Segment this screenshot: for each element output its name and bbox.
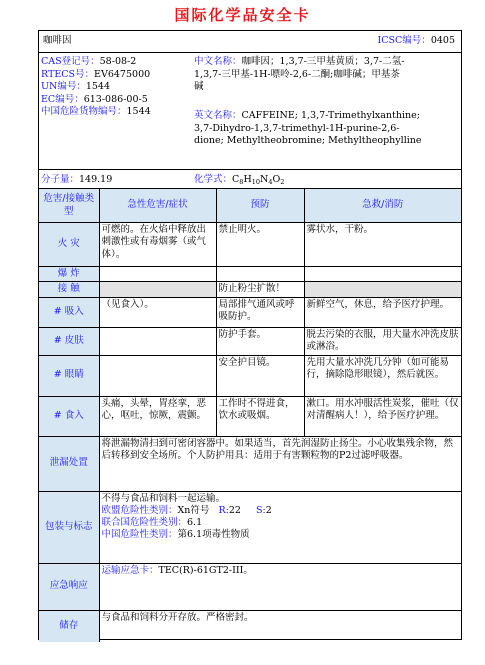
divider xyxy=(39,169,461,170)
spill-text: 将泄漏物清扫到可密闭容器中。如果适当，首先润湿防止扬尘。小心收集残余物，然后转移到安全场所。个人防护用具：适用于有害颗粒物的P2过滤呼吸器。 xyxy=(99,436,461,491)
inhalation-prevention: 局部排气通风或呼吸防护。 xyxy=(216,297,304,327)
storage-text: 与食品和饲料分开存放。严格密封。 xyxy=(99,610,461,642)
table-row-inhalation xyxy=(39,297,461,327)
fire-hazard: 可燃的。在火焰中释放出刺激性或有毒烟雾（或气体）。 xyxy=(99,223,216,267)
column-header-hazard: 急性危害/症状 xyxy=(99,189,216,223)
packaging-line-1: 不得与食品和饲料一起运输。 xyxy=(101,492,226,504)
row-label-explosion: 爆 炸 xyxy=(39,267,99,282)
r-phrase-value: 22 xyxy=(228,504,241,516)
table-row-fire xyxy=(39,223,461,267)
explosion-hazard xyxy=(99,267,216,282)
table-row-skin xyxy=(39,327,461,355)
table-header-row xyxy=(39,189,461,223)
ec-value: 613-086-00-5 xyxy=(83,93,148,105)
eu-class-label: 欧盟危险性类别： xyxy=(101,504,178,516)
table-row-ingestion xyxy=(39,396,461,436)
table-row-storage xyxy=(39,610,461,642)
row-label-fire: 火 灾 xyxy=(39,223,99,267)
exposure-prevention: 防止粉尘扩散！ xyxy=(216,282,304,297)
un-label: UN编号： xyxy=(41,81,86,92)
chinese-name-text: 咖啡因；1,3,7-三甲基黄质；3,7-二氢- xyxy=(241,56,405,67)
rtecs-number xyxy=(41,69,151,82)
icsc-label: ICSC编号： xyxy=(377,35,431,46)
row-label-spill: 泄漏处置 xyxy=(39,436,99,491)
formula-o-count: 2 xyxy=(280,178,285,186)
chinese-name-label: 中文名称： xyxy=(194,56,242,67)
cn-class-value: 第6.1项毒性物质 xyxy=(177,529,250,541)
cn-class-label: 中国危险性类别： xyxy=(101,529,178,541)
ec-number xyxy=(41,94,151,107)
row-label-emergency: 应急响应 xyxy=(39,563,99,610)
ingestion-prevention: 工作时不得进食，饮水或吸烟。 xyxy=(216,396,304,436)
packaging-un-class xyxy=(102,517,460,529)
packaging-cn-class xyxy=(102,529,460,541)
molecular-weight-value: 149.19 xyxy=(79,174,113,185)
formula-h: H xyxy=(243,174,252,185)
s-phrase-label: S: xyxy=(256,504,266,516)
table-row-packaging xyxy=(39,491,461,563)
formula-c: C xyxy=(232,174,240,185)
chemical-name: 咖啡因 xyxy=(43,35,72,46)
ingestion-hazard: 头痛，头晕，胃痉挛，恶心，呕吐，惊厥，震颤。 xyxy=(99,396,216,436)
cas-number xyxy=(41,56,151,69)
column-header-prevention: 预防 xyxy=(216,189,304,223)
icsc-value: 0405 xyxy=(430,35,455,46)
ec-label: EC编号： xyxy=(41,93,84,105)
english-name-line-3: dione; Methyltheobromine; Methyltheophylline xyxy=(194,135,422,146)
row-label-inhalation: # 吸入 xyxy=(39,297,99,327)
identifier-list xyxy=(41,56,151,119)
emergency-card-label: 运输应急卡： xyxy=(101,564,159,576)
english-name-block xyxy=(194,110,422,148)
table-row-eyes xyxy=(39,355,461,396)
fire-first-aid: 雾状水，干粉。 xyxy=(304,223,461,267)
table-row-spill xyxy=(39,436,461,491)
china-dg-number xyxy=(41,106,151,119)
inhalation-hazard: （见食入）。 xyxy=(99,297,216,327)
emergency-text xyxy=(99,563,461,610)
row-label-eyes: # 眼睛 xyxy=(39,355,99,396)
rtecs-value: EV6475000 xyxy=(94,68,151,80)
skin-first-aid: 脱去污染的衣服，用大量水冲洗皮肤或淋浴。 xyxy=(304,327,461,355)
inhalation-first-aid: 新鲜空气，休息，给予医疗护理。 xyxy=(304,297,461,327)
packaging-text xyxy=(99,491,461,563)
molecular-weight xyxy=(41,174,112,187)
english-name-line-2: 3,7-Dihydro-1,3,7-trimethyl-1H-purine-2,6- xyxy=(194,122,400,134)
formula-o: O xyxy=(272,174,281,185)
formula-label: 化学式： xyxy=(194,174,233,185)
eyes-prevention: 安全护目镜。 xyxy=(216,355,304,396)
chinese-name-line-2: 1,3,7-三甲基-1H-嘌呤-2,6-二酮;咖啡碱；甲基茶 xyxy=(194,68,400,80)
hazard-table xyxy=(39,188,461,642)
english-name-text: CAFFEINE; 1,3,7-Trimethylxanthine; xyxy=(241,110,420,121)
un-class-label: 联合国危险性类别： xyxy=(101,517,188,529)
exposure-hazard xyxy=(99,282,216,297)
column-header-first-aid: 急救/消防 xyxy=(304,189,461,223)
explosion-first-aid xyxy=(304,267,461,282)
r-phrase-label: R: xyxy=(218,504,229,516)
emergency-card-value: TEC(R)-61GT2-III。 xyxy=(158,564,253,576)
skin-prevention: 防护手套。 xyxy=(216,327,304,355)
formula-n-count: 4 xyxy=(268,178,273,186)
s-phrase-value: 2 xyxy=(265,504,272,516)
skin-hazard xyxy=(99,327,216,355)
molecular-weight-label: 分子量： xyxy=(41,174,80,185)
chinese-name-block xyxy=(194,56,404,94)
explosion-prevention xyxy=(216,267,304,282)
fire-prevention: 禁止明火。 xyxy=(216,223,304,267)
eyes-first-aid: 先用大量水冲洗几分钟（如可能易行，摘除隐形眼镜），然后就医。 xyxy=(304,355,461,396)
packaging-eu-class xyxy=(102,505,460,517)
table-row-exposure xyxy=(39,282,461,297)
eu-class-value: Xn符号 xyxy=(177,504,210,516)
divider xyxy=(39,52,461,53)
exposure-first-aid xyxy=(304,282,461,297)
table-row-emergency xyxy=(39,563,461,610)
cas-label: CAS登记号： xyxy=(41,56,100,67)
chinese-name-line-3: 碱 xyxy=(194,81,204,92)
english-name-label: 英文名称： xyxy=(194,110,242,121)
row-label-packaging: 包装与标志 xyxy=(39,491,99,563)
row-label-skin: # 皮肤 xyxy=(39,327,99,355)
formula-n: N xyxy=(260,174,269,185)
un-class-value: 6.1 xyxy=(187,517,203,529)
china-dg-label: 中国危险货物编号： xyxy=(41,106,127,117)
formula-h-count: 10 xyxy=(251,178,261,186)
china-dg-value: 1544 xyxy=(126,106,151,117)
chemical-formula xyxy=(194,174,284,189)
row-label-exposure: 接 触 xyxy=(39,282,99,297)
eyes-hazard xyxy=(99,355,216,396)
safety-card xyxy=(38,30,462,640)
row-label-storage: 储存 xyxy=(39,610,99,642)
table-row-explosion xyxy=(39,267,461,282)
page-title: 国际化学品安全卡 xyxy=(174,6,311,24)
row-label-ingestion: # 食入 xyxy=(39,396,99,436)
formula-c-count: 8 xyxy=(239,178,244,186)
english-name-line-1 xyxy=(194,110,422,123)
icsc-number xyxy=(378,35,456,48)
rtecs-label: RTECS号： xyxy=(41,68,95,80)
chinese-name-line-1 xyxy=(194,56,404,69)
un-value: 1544 xyxy=(85,81,111,92)
ingestion-first-aid: 漱口。用水冲服活性炭浆，催吐（仅对清醒病人！），给予医疗护理。 xyxy=(304,396,461,436)
cas-value: 58-08-2 xyxy=(99,56,137,67)
un-number xyxy=(41,81,151,94)
column-header-type: 危害/接触类型 xyxy=(39,189,99,223)
